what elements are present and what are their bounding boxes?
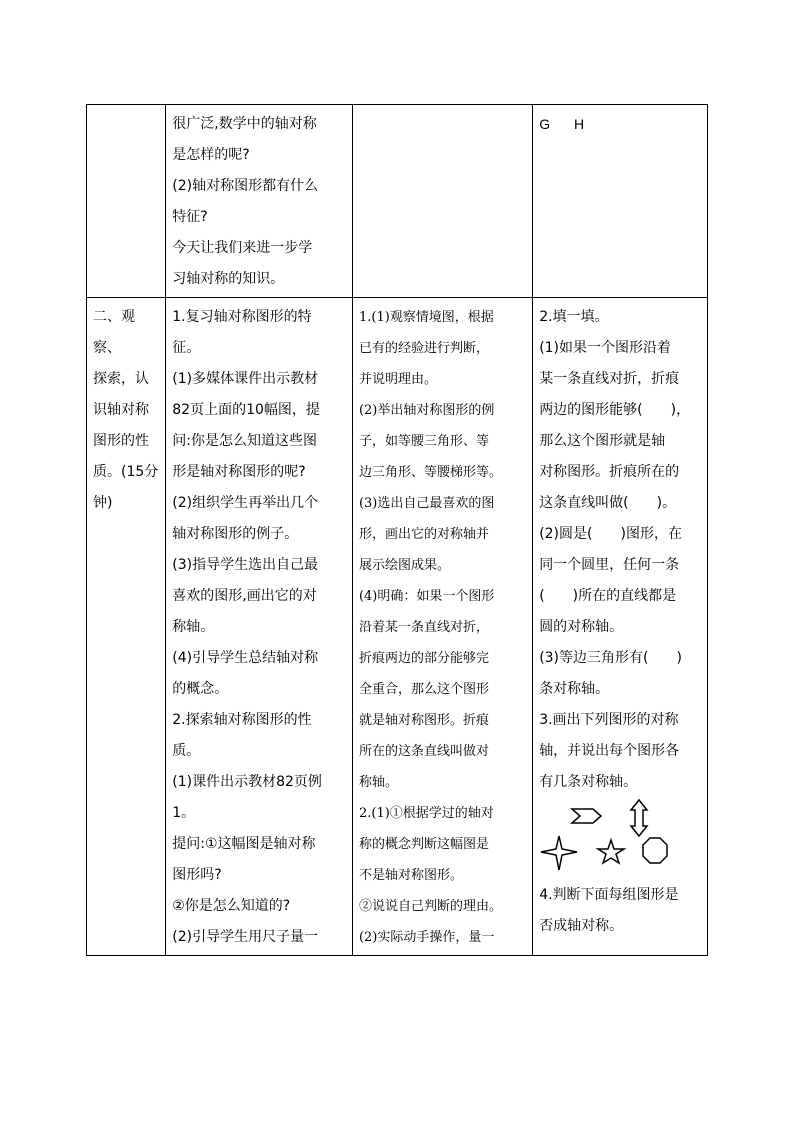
text-line: 今天让我们来进一步学 bbox=[172, 240, 313, 256]
text-line: (1)课件出示教材82页例 bbox=[172, 774, 322, 790]
text-line: 2.(1)①根据学过的轴对 bbox=[358, 806, 494, 821]
text-line: 质。 bbox=[172, 743, 201, 759]
text-line: 探索，认 bbox=[93, 371, 149, 387]
text-line: (2)轴对称图形都有什么 bbox=[172, 178, 319, 194]
text-line: 已有的经验进行判断， bbox=[358, 341, 489, 356]
double-arrow-icon bbox=[631, 800, 647, 836]
text-line: 是怎样的呢? bbox=[172, 147, 250, 163]
text-line: (2)实际动手操作，量一 bbox=[358, 930, 495, 945]
text-line: 提问:①这幅图是轴对称 bbox=[172, 836, 316, 852]
stage-cell bbox=[87, 105, 166, 298]
text-line: 形是轴对称图形的呢? bbox=[172, 464, 306, 480]
text-line: 那么这个图形就是轴 bbox=[539, 433, 666, 449]
stage-cell bbox=[87, 298, 166, 956]
text-line: 二、观察、 bbox=[93, 309, 135, 356]
exercise-cell bbox=[533, 298, 708, 956]
text-line: ②说说自己判断的理由。 bbox=[358, 899, 502, 914]
text-line: 条对称轴。 bbox=[539, 681, 610, 697]
text-line: (2)举出轴对称图形的例 bbox=[358, 403, 495, 418]
teacher-activity-cell bbox=[166, 298, 353, 956]
text-line: 全重合，那么这个图形 bbox=[358, 682, 489, 697]
text-line: 对称图形。折痕所在的 bbox=[539, 464, 680, 480]
text-line: 否成轴对称。 bbox=[539, 918, 624, 934]
text-line: 称的概念判断这幅图是 bbox=[358, 837, 489, 852]
text-line: (1)多媒体课件出示教材 bbox=[172, 371, 319, 387]
student-activity-cell bbox=[352, 105, 532, 298]
text-line: 4.判断下面每组图形是 bbox=[539, 887, 679, 903]
text-line: 3.画出下列图形的对称 bbox=[539, 712, 679, 728]
arrow-pentagon-icon bbox=[572, 809, 601, 823]
text-line: 1。 bbox=[172, 805, 196, 821]
text-line: 特征? bbox=[172, 209, 208, 225]
octagon-icon bbox=[643, 838, 667, 863]
text-line: (1)如果一个图形沿着 bbox=[539, 340, 672, 356]
text-line: 问:你是怎么知道这些图 bbox=[172, 433, 317, 449]
text-line: (3)等边三角形有( ) bbox=[539, 650, 682, 666]
lesson-plan-table bbox=[86, 104, 708, 956]
text-line: 图形的性 bbox=[93, 433, 149, 449]
text-line: 同一个圆里，任何一条 bbox=[539, 557, 680, 573]
text-line: 不是轴对称图形。 bbox=[358, 868, 463, 883]
text-line: 就是轴对称图形。折痕 bbox=[358, 713, 489, 728]
text-line: 两边的图形能够( )， bbox=[539, 402, 691, 418]
exercise-cell bbox=[533, 105, 708, 298]
four-point-star-icon bbox=[541, 836, 577, 870]
text-line: 很广泛,数学中的轴对称 bbox=[172, 116, 317, 132]
text-line: (2)组织学生再举出几个 bbox=[172, 495, 319, 511]
text-line: ②你是怎么知道的? bbox=[172, 898, 291, 914]
table-row bbox=[87, 105, 708, 298]
text-line: 轴，并说出每个图形各 bbox=[539, 743, 680, 759]
text-line: 折痕两边的部分能够完 bbox=[358, 651, 489, 666]
text-line: (4)引导学生总结轴对称 bbox=[172, 650, 319, 666]
text-line: 有几条对称轴。 bbox=[539, 774, 638, 790]
text-line: 称轴。 bbox=[358, 775, 398, 790]
text-line: 2.填一填。 bbox=[539, 309, 609, 325]
text-line: (3)选出自己最喜欢的图 bbox=[358, 496, 495, 511]
teacher-activity-cell bbox=[166, 105, 353, 298]
symmetry-shapes-figure bbox=[539, 798, 699, 880]
text-line: 图形吗? bbox=[172, 867, 222, 883]
student-activity-cell bbox=[352, 298, 532, 956]
text-line: 钟) bbox=[93, 495, 113, 511]
text-line: 形，画出它的对称轴并 bbox=[358, 527, 489, 542]
text-line: 82页上面的10幅图，提 bbox=[172, 402, 320, 418]
text-line: 质。(15分 bbox=[93, 464, 159, 480]
text-line: ( )所在的直线都是 bbox=[539, 588, 677, 604]
text-line: 2.探索轴对称图形的性 bbox=[172, 712, 312, 728]
text-line: 某一条直线对折，折痕 bbox=[539, 371, 680, 387]
text-line: 1.(1)观察情境图，根据 bbox=[358, 310, 494, 325]
text-line: 习轴对称的知识。 bbox=[172, 271, 285, 287]
text-line: 识轴对称 bbox=[93, 402, 149, 418]
text-line: 的概念。 bbox=[172, 681, 229, 697]
five-point-star-icon bbox=[598, 840, 624, 863]
text-line: 征。 bbox=[172, 340, 201, 356]
text-line: (2)圆是( )图形，在 bbox=[539, 526, 682, 542]
text-line: (4)明确：如果一个图形 bbox=[358, 589, 495, 604]
text-line: G H bbox=[539, 116, 595, 132]
text-line: 这条直线叫做( )。 bbox=[539, 495, 677, 511]
text-line: 喜欢的图形,画出它的对 bbox=[172, 588, 317, 604]
text-line: (2)引导学生用尺子量一 bbox=[172, 929, 319, 945]
text-line: 边三角形、等腰梯形等。 bbox=[358, 465, 502, 480]
table-row bbox=[87, 298, 708, 956]
text-line: 轴对称图形的例子。 bbox=[172, 526, 299, 542]
text-line: 所在的这条直线叫做对 bbox=[358, 744, 489, 759]
text-line: (3)指导学生选出自己最 bbox=[172, 557, 319, 573]
text-line: 展示绘图成果。 bbox=[358, 558, 450, 573]
text-line: 1.复习轴对称图形的特 bbox=[172, 309, 312, 325]
text-line: 子，如等腰三角形、等 bbox=[358, 434, 489, 449]
text-line: 称轴。 bbox=[172, 619, 215, 635]
text-line: 并说明理由。 bbox=[358, 372, 437, 387]
text-line: 沿着某一条直线对折， bbox=[358, 620, 489, 635]
text-line: 圆的对称轴。 bbox=[539, 619, 624, 635]
